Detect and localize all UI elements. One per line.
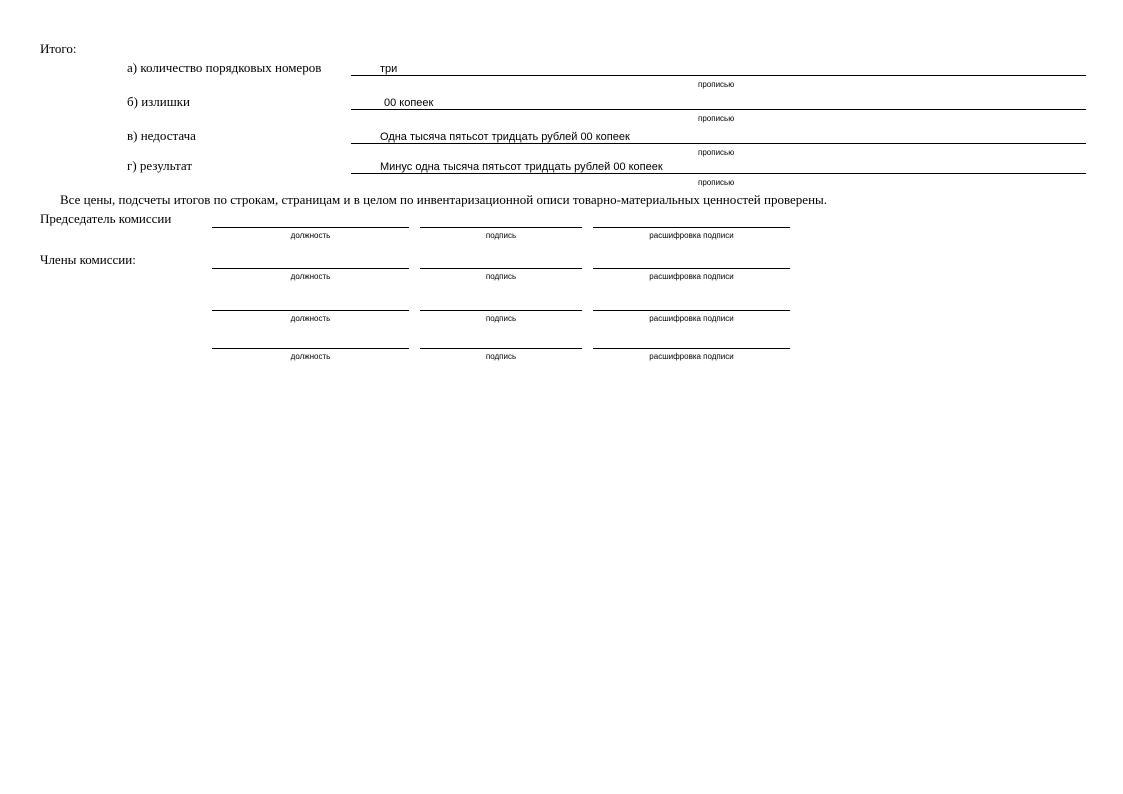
chairman-position-caption: должность	[290, 231, 331, 240]
row-b-label: б) излишки	[127, 94, 191, 109]
member-1-decoding-caption: расшифровка подписи	[649, 272, 734, 281]
member-1-decoding-line[interactable]	[593, 268, 790, 269]
member-2-signature-line[interactable]	[420, 310, 582, 311]
member-2-position-caption: должность	[290, 314, 331, 323]
row-d-line	[351, 173, 1086, 174]
row-d-caption: прописью	[698, 178, 735, 187]
row-d-label: г) результат	[127, 158, 193, 173]
row-b-value[interactable]: 00 копеек	[384, 97, 434, 109]
row-a-line	[351, 75, 1086, 76]
row-b-caption: прописью	[698, 114, 735, 123]
row-a-caption: прописью	[698, 80, 735, 89]
row-a-label: а) количество порядковых номеров	[127, 60, 322, 75]
row-c-label: в) недостача	[127, 128, 196, 143]
member-2-decoding-caption: расшифровка подписи	[649, 314, 734, 323]
member-3-decoding-caption: расшифровка подписи	[649, 352, 734, 361]
member-1-position-line[interactable]	[212, 268, 409, 269]
row-c-caption: прописью	[698, 148, 735, 157]
row-c-value[interactable]: Одна тысяча пятьсот тридцать рублей 00 копеек	[380, 131, 630, 143]
row-b-line	[351, 109, 1086, 110]
chairman-decoding-caption: расшифровка подписи	[649, 231, 734, 240]
chairman-label: Председатель комиссии	[40, 211, 172, 226]
verification-statement: Все цены, подсчеты итогов по строкам, страницам и в целом по инвентаризационной описи товарно-материальных ценностей проверены.	[60, 192, 828, 207]
row-c-line	[351, 143, 1086, 144]
member-2-position-line[interactable]	[212, 310, 409, 311]
row-a-value[interactable]: три	[380, 63, 398, 75]
members-label: Члены комиссии:	[40, 252, 136, 267]
member-3-position-caption: должность	[290, 352, 331, 361]
member-3-decoding-line[interactable]	[593, 348, 790, 349]
member-3-position-line[interactable]	[212, 348, 409, 349]
totals-heading: Итого:	[40, 41, 77, 56]
member-3-signature-line[interactable]	[420, 348, 582, 349]
member-1-position-caption: должность	[290, 272, 331, 281]
row-d-value[interactable]: Минус одна тысяча пятьсот тридцать рублей 00 копеек	[380, 161, 663, 173]
member-2-signature-caption: подпись	[485, 314, 517, 323]
chairman-position-line[interactable]	[212, 227, 409, 228]
chairman-decoding-line[interactable]	[593, 227, 790, 228]
member-3-signature-caption: подпись	[485, 352, 517, 361]
member-1-signature-caption: подпись	[485, 272, 517, 281]
chairman-signature-line[interactable]	[420, 227, 582, 228]
member-2-decoding-line[interactable]	[593, 310, 790, 311]
member-1-signature-line[interactable]	[420, 268, 582, 269]
chairman-signature-caption: подпись	[485, 231, 517, 240]
